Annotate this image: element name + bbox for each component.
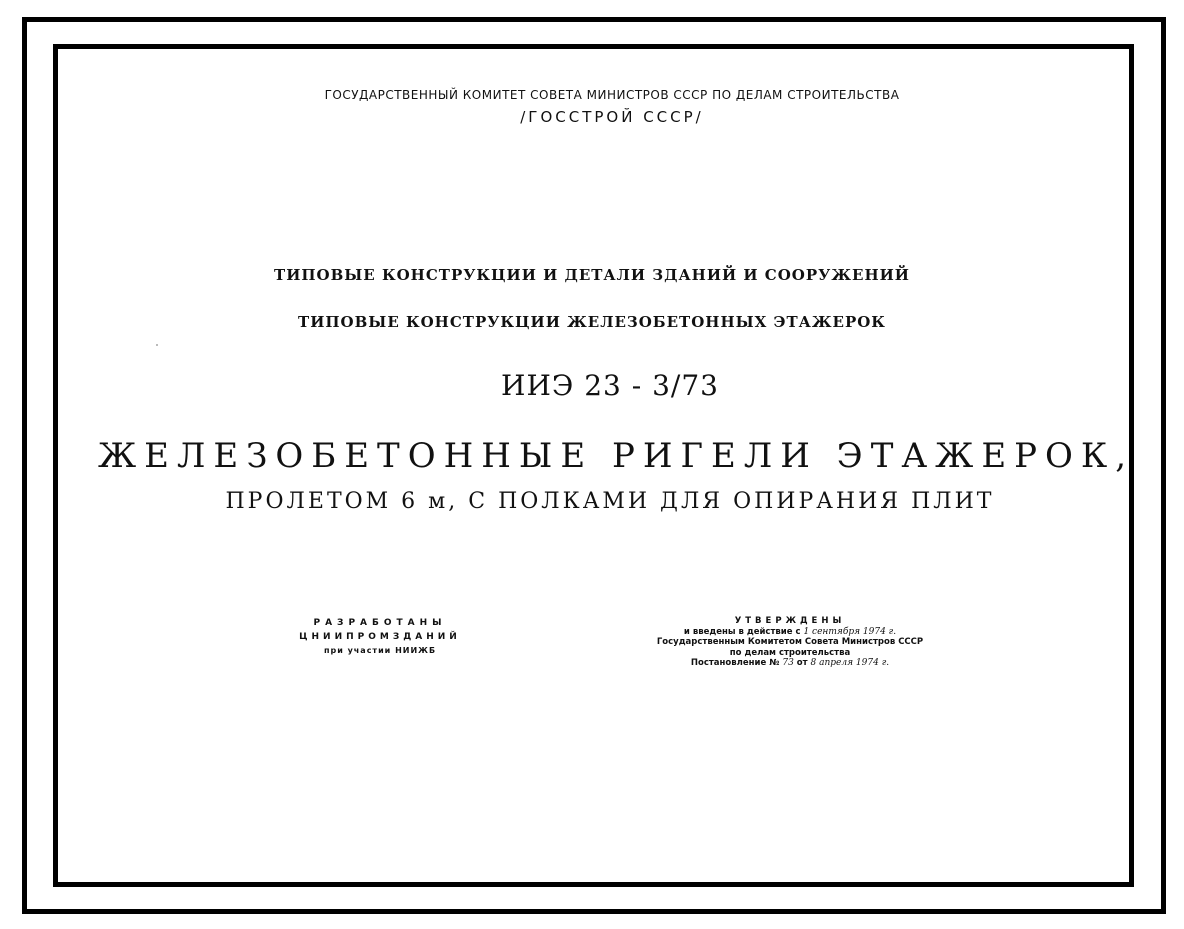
developer-participation: при участии НИИЖБ [323, 646, 437, 655]
developed-block [290, 616, 470, 658]
document-title: ЖЕЛЕЗОБЕТОННЫЕ РИГЕЛИ ЭТАЖЕРОК, [97, 436, 1135, 476]
approved-label: УТВЕРЖДЕНЫ [734, 616, 846, 626]
approval-decree-line [650, 658, 930, 669]
developed-label: РАЗРАБОТАНЫ [313, 618, 447, 628]
approval-authority-dept: по делам строительства [729, 647, 851, 658]
scan-speck [156, 344, 158, 346]
series-line-2: ТИПОВЫЕ КОНСТРУКЦИИ ЖЕЛЕЗОБЕТОННЫХ ЭТАЖЕРОК [298, 313, 886, 331]
organization-short-name: /ГОССТРОЙ СССР/ [520, 108, 704, 126]
approval-effective-prefix: и введены в действие с [683, 626, 801, 637]
series-line-1: ТИПОВЫЕ КОНСТРУКЦИИ И ДЕТАЛИ ЗДАНИЙ И СООРУЖЕНИЙ [274, 266, 910, 284]
document-subtitle: ПРОЛЕТОМ 6 м, С ПОЛКАМИ ДЛЯ ОПИРАНИЯ ПЛИТ [225, 489, 995, 514]
decree-date: 8 апреля 1974 г. [810, 658, 890, 668]
approval-effective-date: 1 сентября 1974 г. [803, 626, 897, 637]
organization-header: ГОСУДАРСТВЕННЫЙ КОМИТЕТ СОВЕТА МИНИСТРОВ СССР ПО ДЕЛАМ СТРОИТЕЛЬСТВА [324, 88, 900, 102]
decree-prefix: Постановление № [690, 658, 780, 668]
decree-number: 73 [782, 658, 794, 668]
approval-authority: Государственным Комитетом Совета Министров СССР [656, 637, 924, 647]
developer-org: ЦНИИПРОМЗДАНИЙ [299, 632, 461, 642]
approval-block [650, 616, 930, 669]
decree-mid: от [796, 658, 808, 668]
approval-effective-line [650, 627, 930, 638]
document-code: ИИЭ 23 - 3/73 [501, 369, 719, 402]
